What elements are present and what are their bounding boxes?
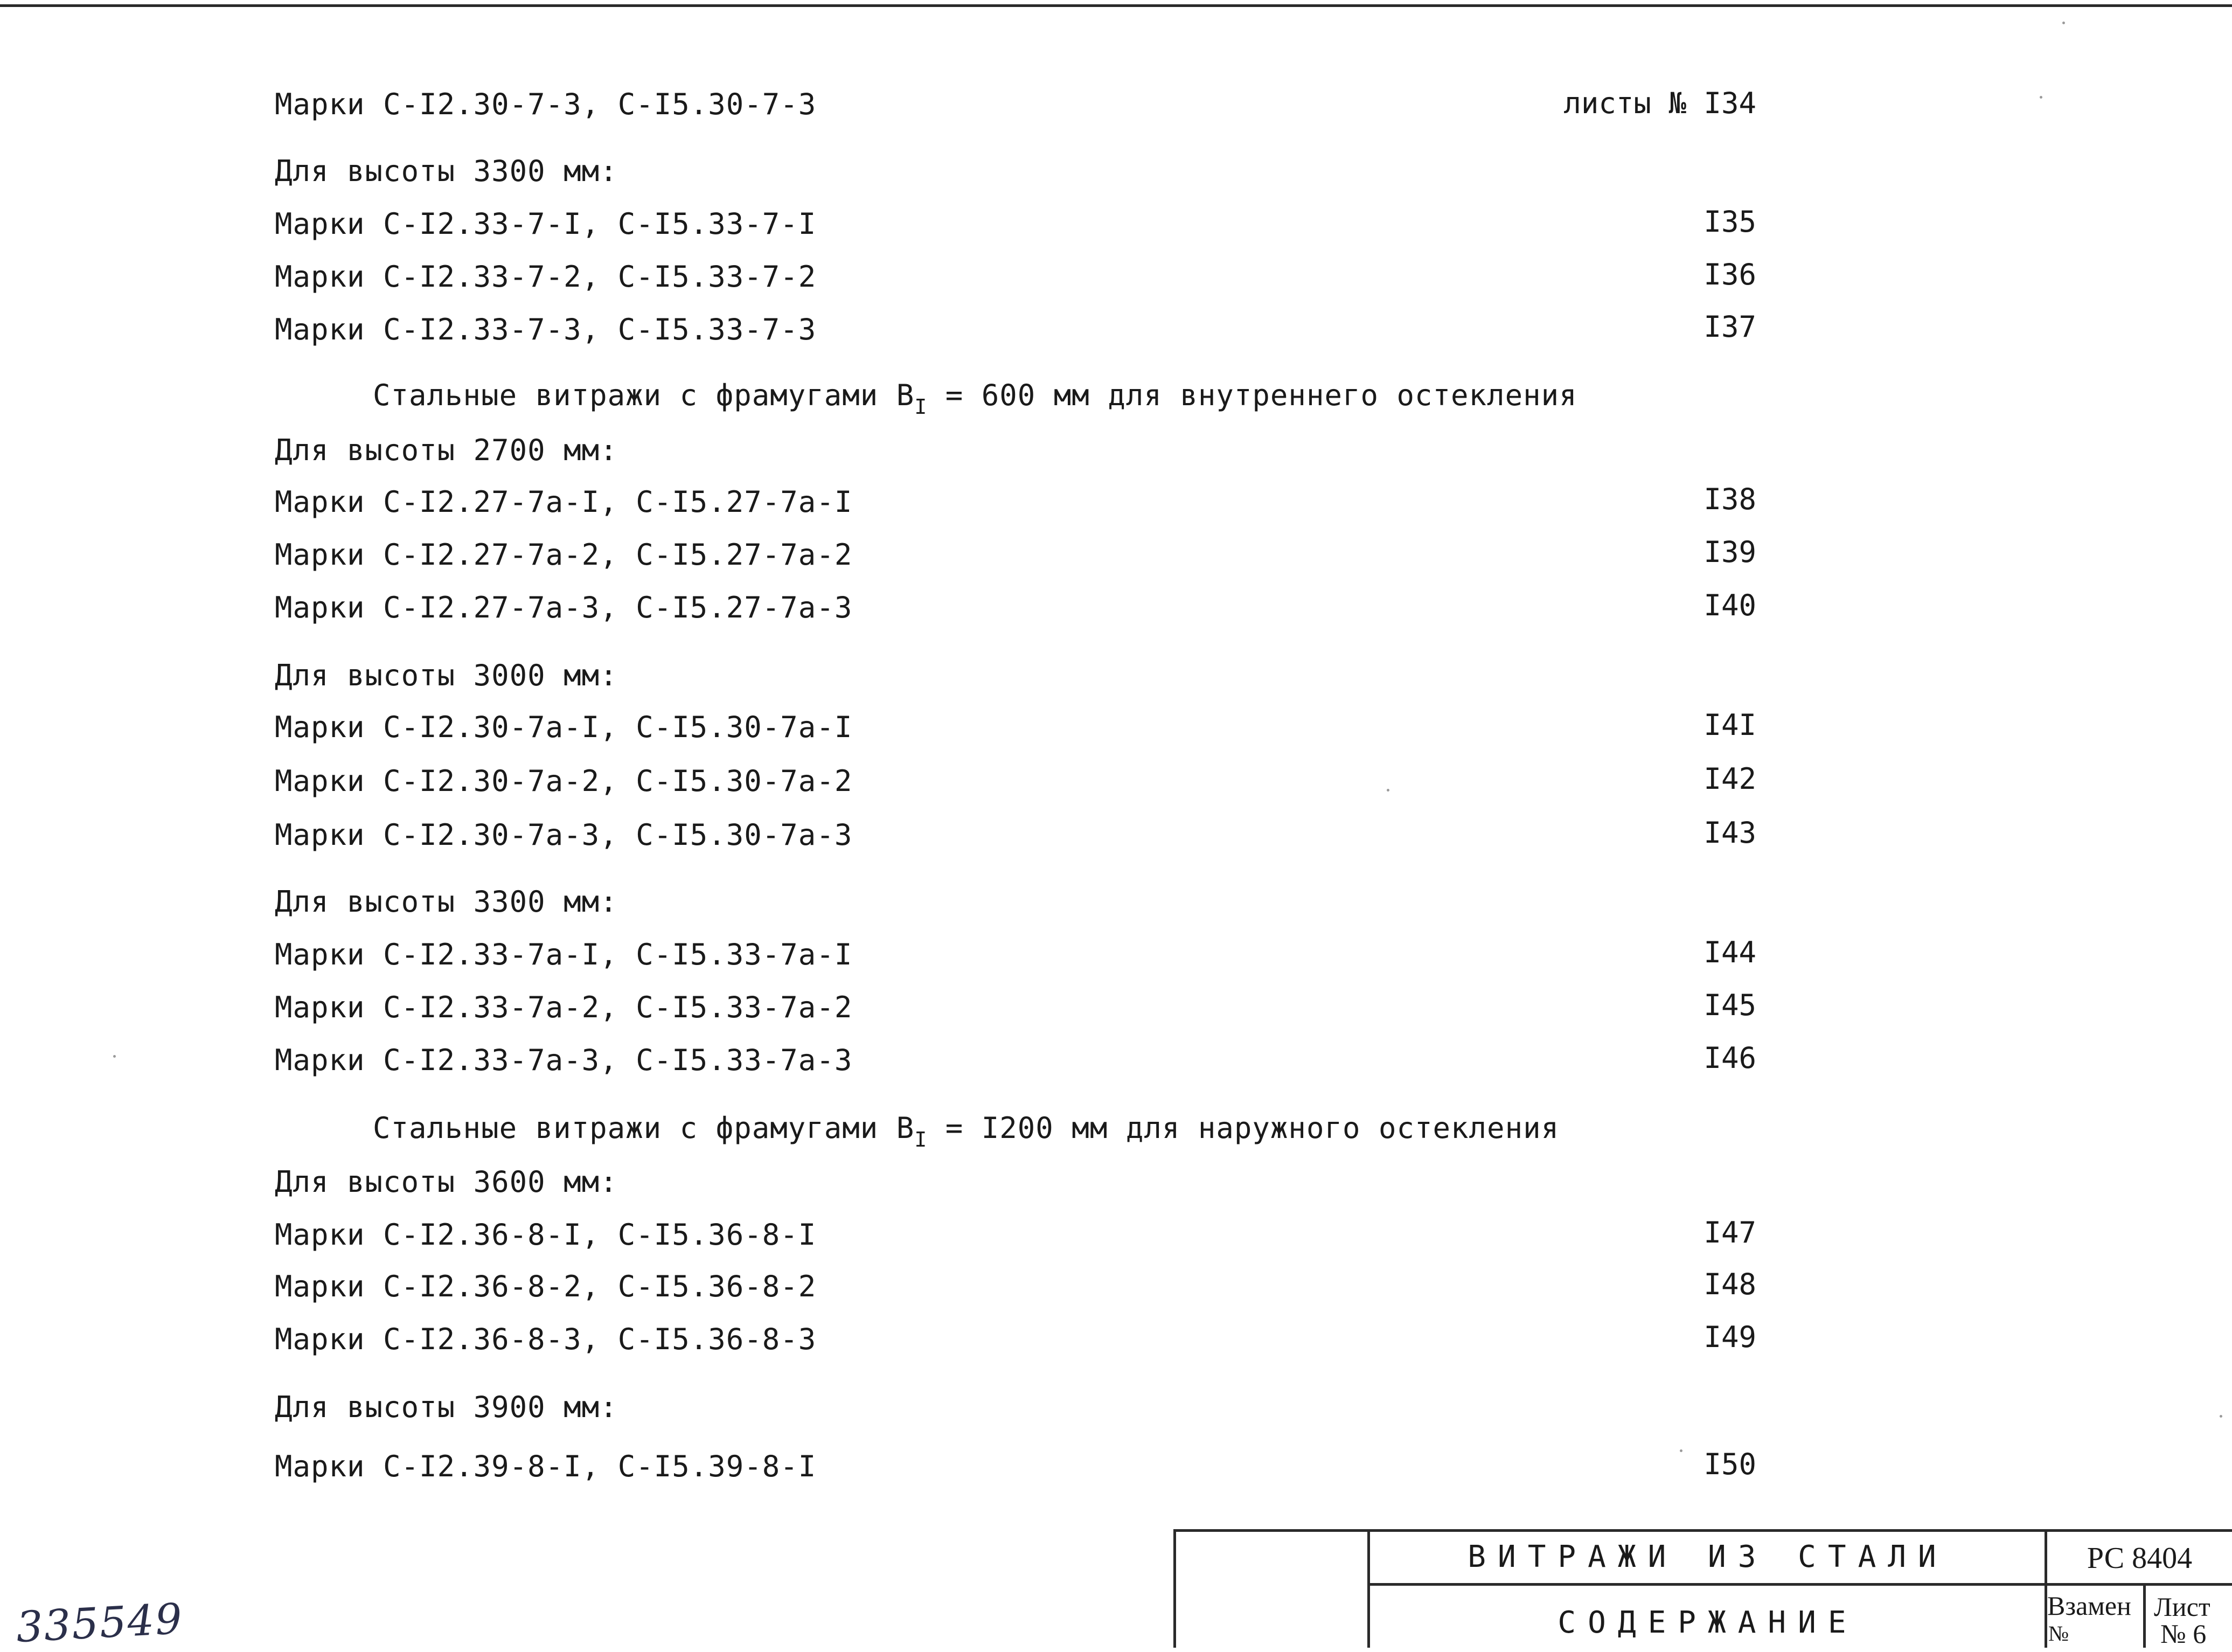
list-item: Марки С-I2.33-7-2, С-I5.33-7-2 — [275, 260, 817, 294]
sheet-number: I50 — [1703, 1447, 1756, 1481]
list-item: Марки С-I2.36-8-I, С-I5.36-8-I — [275, 1218, 817, 1252]
scan-speck — [1680, 1449, 1682, 1452]
list-item: Марки С-I2.30-7а-I, С-I5.30-7а-I — [275, 710, 853, 744]
list-item: Марки С-I2.30-7а-3, С-I5.30-7а-3 — [275, 818, 853, 852]
sheet-number: I45 — [1703, 988, 1756, 1022]
section-heading-text: = 600 мм для внутреннего остекления — [927, 378, 1577, 412]
sheet-number: I37 — [1703, 310, 1756, 344]
sheet-number: I44 — [1703, 935, 1756, 969]
subscript: I — [914, 1128, 928, 1151]
list-item: Марки С-I2.27-7а-3, С-I5.27-7а-3 — [275, 591, 853, 624]
list-item: Марки С-I2.33-7а-3, С-I5.33-7а-3 — [275, 1043, 853, 1077]
sheet-number-value: № 6 — [2160, 1619, 2207, 1649]
height-group-heading: Для высоты 3600 мм: — [275, 1165, 618, 1199]
height-group-heading: Для высоты 3000 мм: — [275, 658, 618, 692]
sheet-number: I36 — [1703, 258, 1756, 291]
sheet-number: I46 — [1703, 1041, 1756, 1075]
list-item: Марки С-I2.33-7а-I, С-I5.33-7а-I — [275, 938, 853, 971]
height-group-heading: Для высоты 2700 мм: — [275, 433, 618, 467]
sheets-header-label: листы № I34 — [1563, 86, 1756, 120]
drawing-subtitle: СОДЕРЖАНИЕ — [1557, 1605, 1858, 1640]
list-item: Марки С-I2.30-7-3, С-I5.30-7-3 — [275, 87, 817, 121]
replaced-label: Взамен — [2047, 1591, 2131, 1621]
section-heading-inner — [373, 378, 1577, 419]
replaced-number: № — [2048, 1621, 2069, 1646]
sheet-number: I40 — [1703, 588, 1756, 622]
scan-speck — [2220, 1415, 2222, 1418]
list-item: Марки С-I2.33-7а-2, С-I5.33-7а-2 — [275, 990, 853, 1024]
list-item: Марки С-I2.33-7-I, С-I5.33-7-I — [275, 207, 817, 241]
sheet-number: I43 — [1703, 816, 1756, 850]
list-item: Марки С-I2.30-7а-2, С-I5.30-7а-2 — [275, 764, 853, 798]
list-item: Марки С-I2.27-7а-2, С-I5.27-7а-2 — [275, 538, 853, 572]
section-heading-outer — [373, 1111, 1560, 1151]
height-group-heading: Для высоты 3900 мм: — [275, 1390, 618, 1424]
list-item: Марки С-I2.33-7-3, С-I5.33-7-3 — [275, 313, 817, 346]
sheet-number: I38 — [1703, 482, 1756, 516]
section-heading-text: Стальные витражи с фрамугами B — [373, 1111, 915, 1145]
handwritten-archive-number: 335549 — [15, 1594, 184, 1652]
list-item: Марки С-I2.36-8-3, С-I5.36-8-3 — [275, 1322, 817, 1356]
scan-speck — [113, 1055, 116, 1058]
sheet-number: I49 — [1703, 1320, 1756, 1354]
title-block-divider — [1367, 1583, 2232, 1586]
height-group-heading: Для высоты 3300 мм: — [275, 154, 618, 188]
section-heading-text: Стальные витражи с фрамугами B — [373, 378, 915, 412]
document-code: РС 8404 — [2087, 1542, 2193, 1575]
sheet-number: I48 — [1703, 1267, 1756, 1301]
page-top-border — [0, 4, 2232, 7]
height-group-heading: Для высоты 3300 мм: — [275, 885, 618, 919]
sheet-number: I42 — [1703, 762, 1756, 796]
drawing-title: ВИТРАЖИ ИЗ СТАЛИ — [1468, 1539, 1948, 1574]
list-item: Марки С-I2.27-7а-I, С-I5.27-7а-I — [275, 485, 853, 519]
scan-speck — [2040, 96, 2042, 99]
sheet-number: I4I — [1703, 708, 1756, 742]
scan-speck — [1387, 789, 1389, 792]
list-item: Марки С-I2.39-8-I, С-I5.39-8-I — [275, 1449, 817, 1483]
sheet-number: I39 — [1703, 535, 1756, 569]
title-block-divider — [1367, 1529, 1370, 1648]
scan-speck — [2062, 22, 2065, 24]
list-item: Марки С-I2.36-8-2, С-I5.36-8-2 — [275, 1269, 817, 1303]
section-heading-text: = I200 мм для наружного остекления — [927, 1111, 1560, 1145]
subscript: I — [914, 395, 928, 419]
title-block-divider — [2143, 1585, 2146, 1648]
sheet-number: I35 — [1703, 205, 1756, 239]
sheet-number: I47 — [1703, 1216, 1756, 1250]
sheet-label: Лист — [2154, 1592, 2210, 1622]
